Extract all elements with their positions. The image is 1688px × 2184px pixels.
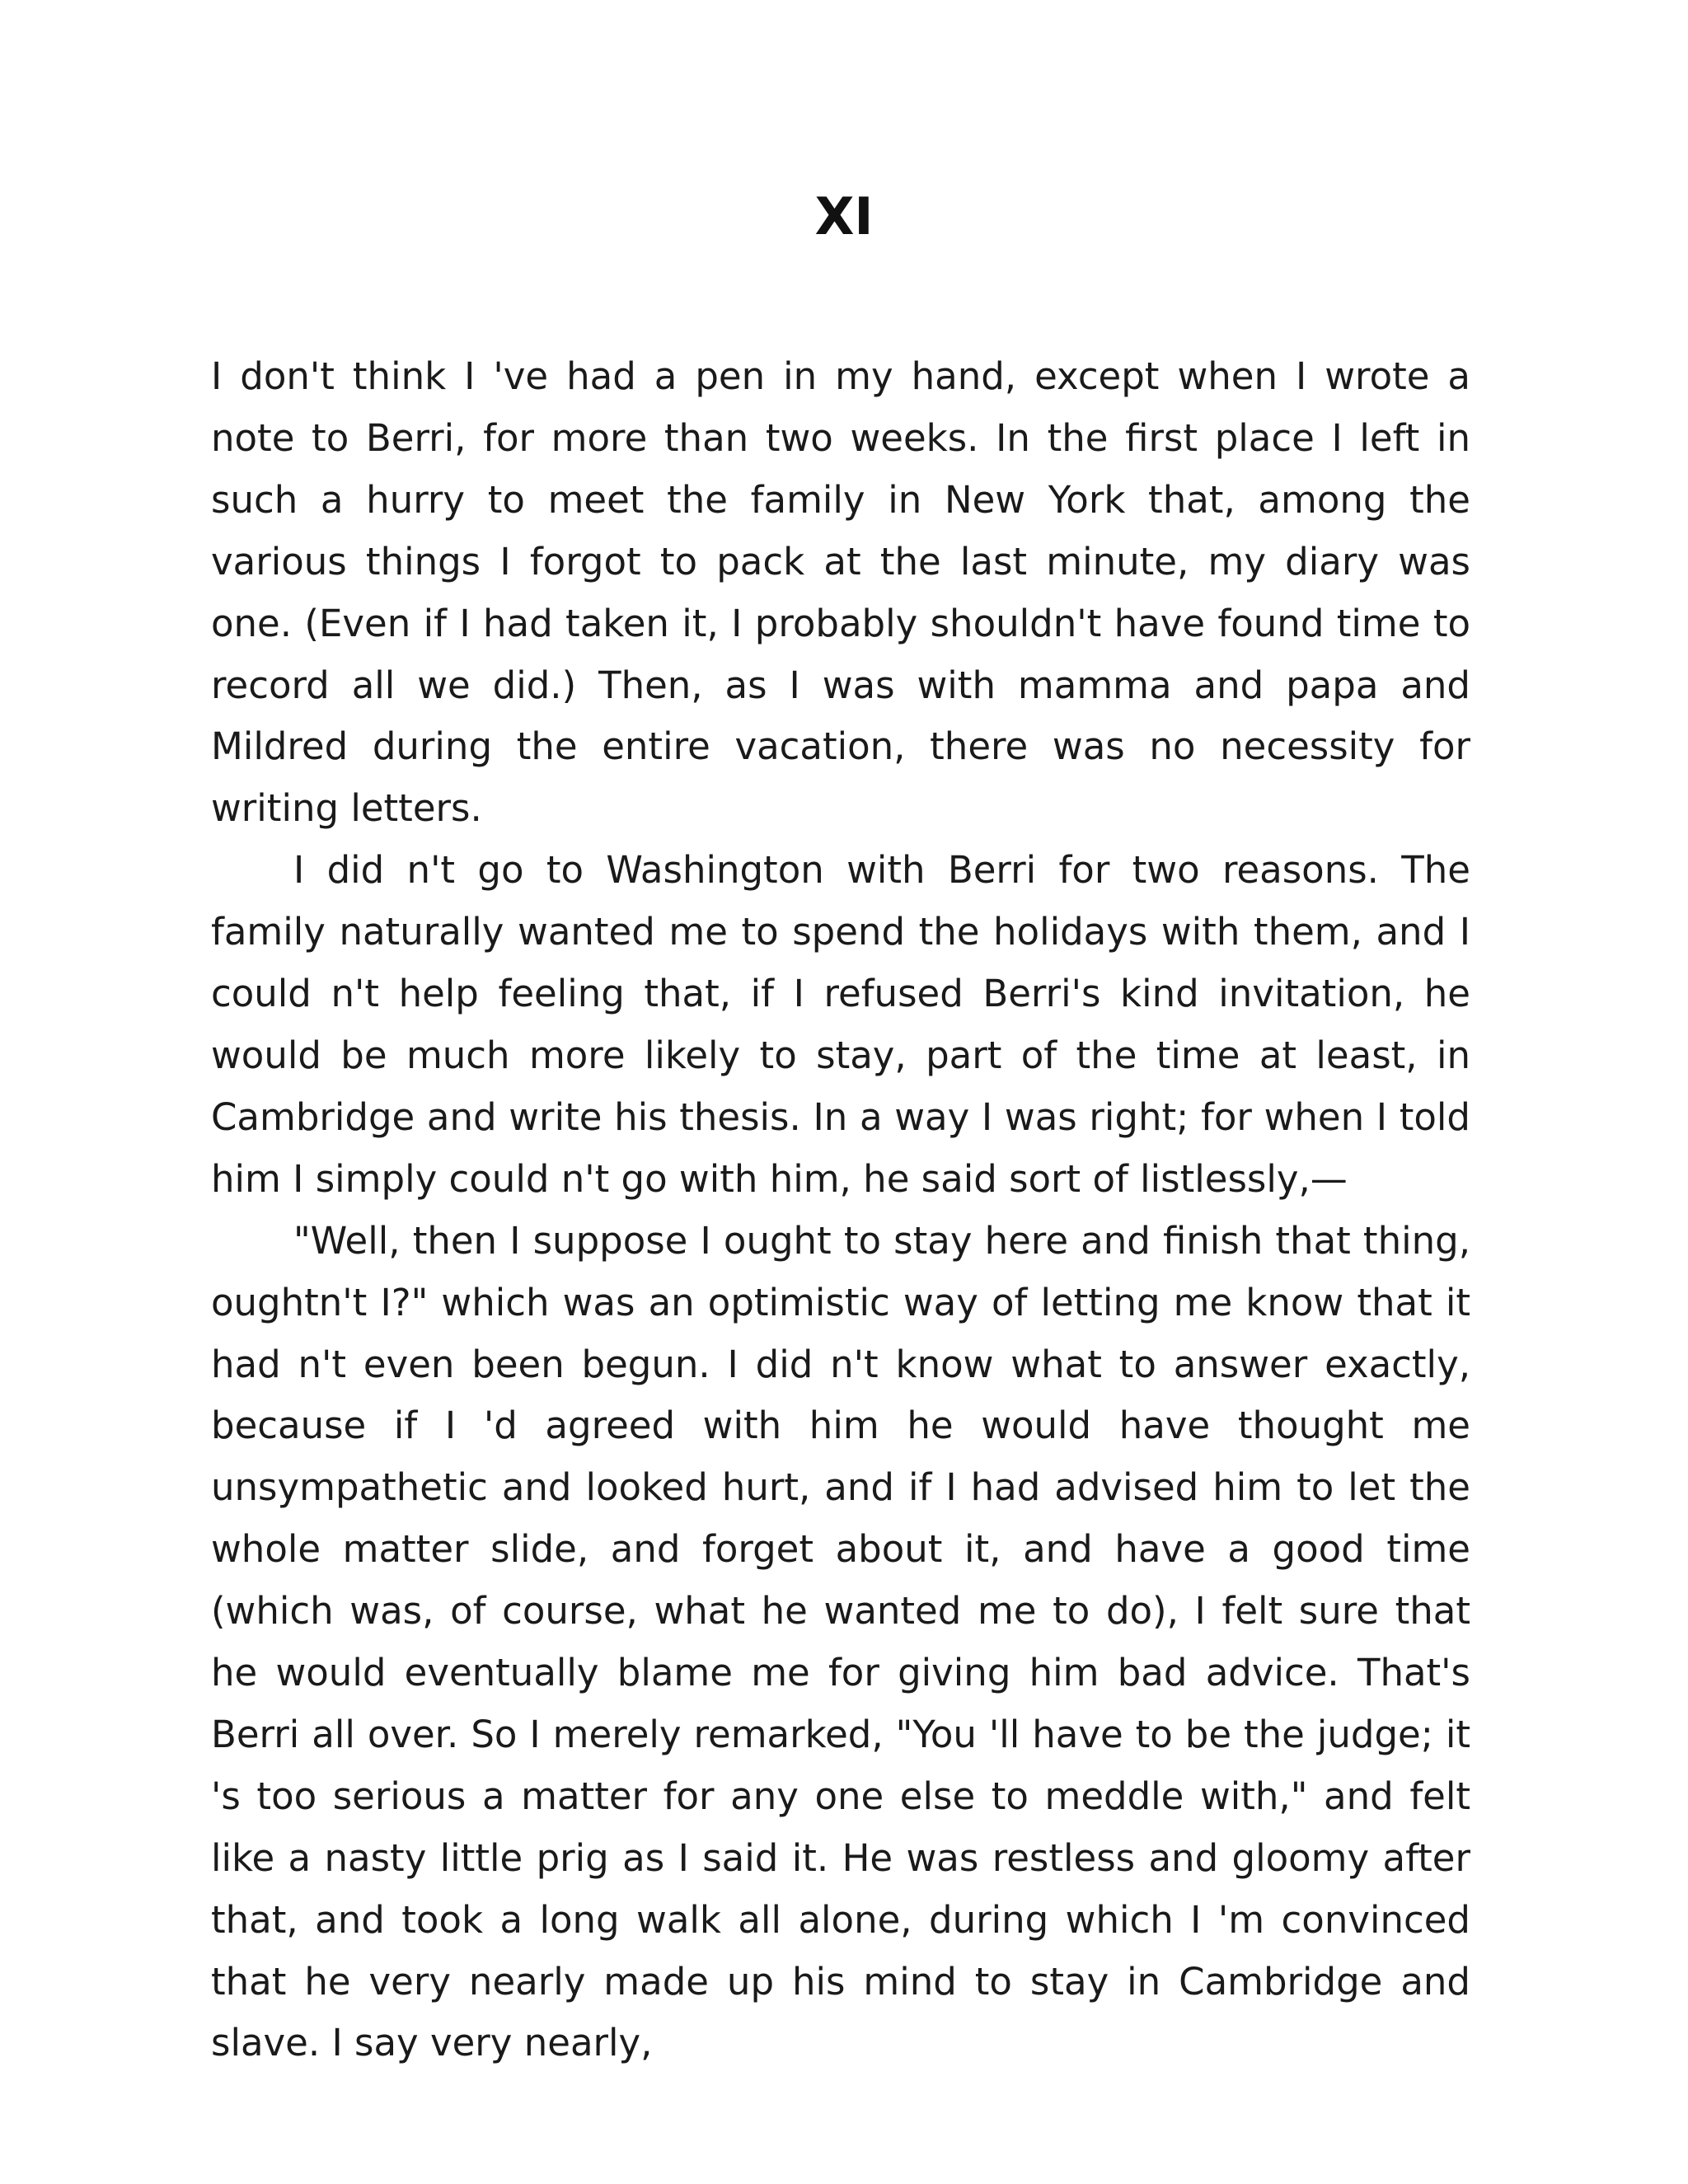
paragraph-3: "Well, then I suppose I ought to stay here and finish that thing, oughtn't I?" which was an optimistic way of letting me know that it had n't even been begun. I did n't know what to answer exactly, because if I 'd agreed with him he would have thought me unsympathetic and looked hurt, and if I had advised him to let the whole matter slide, and forget about it, and have a good time (which was, of course, what he wanted me to do), I felt sure that he would eventually blame me for giving him bad advice. That's Berri all over. So I merely remarked, "You 'll have to be the judge; it 's too serious a matter for any one else to meddle with," and felt like a nasty little prig as I said it. He was restless and gloomy after that, and took a long walk all alone, during which I 'm convinced that he very nearly made up his mind to stay in Cambridge and slave. I say very nearly, bbox=[211, 1218, 1470, 2065]
chapter-title: XI bbox=[814, 186, 874, 246]
paragraph-2: I did n't go to Washington with Berri for two reasons. The family naturally wanted me to spend the holidays with them, and I could n't help feeling that, if I refused Berri's kind invitation, he would be much more likely to stay, part of the time at least, in Cambridge and write his thesis. In a way I was right; for when I told him I simply could n't go with him, he said sort of listlessly,— bbox=[211, 848, 1470, 1201]
chapter-body bbox=[211, 346, 1470, 2074]
paragraph-1: I don't think I 've had a pen in my hand, except when I wrote a note to Berri, for more than two weeks. In the first place I left in such a hurry to meet the family in New York that, among the various things I forgot to pack at the last minute, my diary was one. (Even if I had taken it, I probably shouldn't have found time to record all we did.) Then, as I was with mamma and papa and Mildred during the entire vacation, there was no necessity for writing letters. bbox=[211, 354, 1470, 831]
